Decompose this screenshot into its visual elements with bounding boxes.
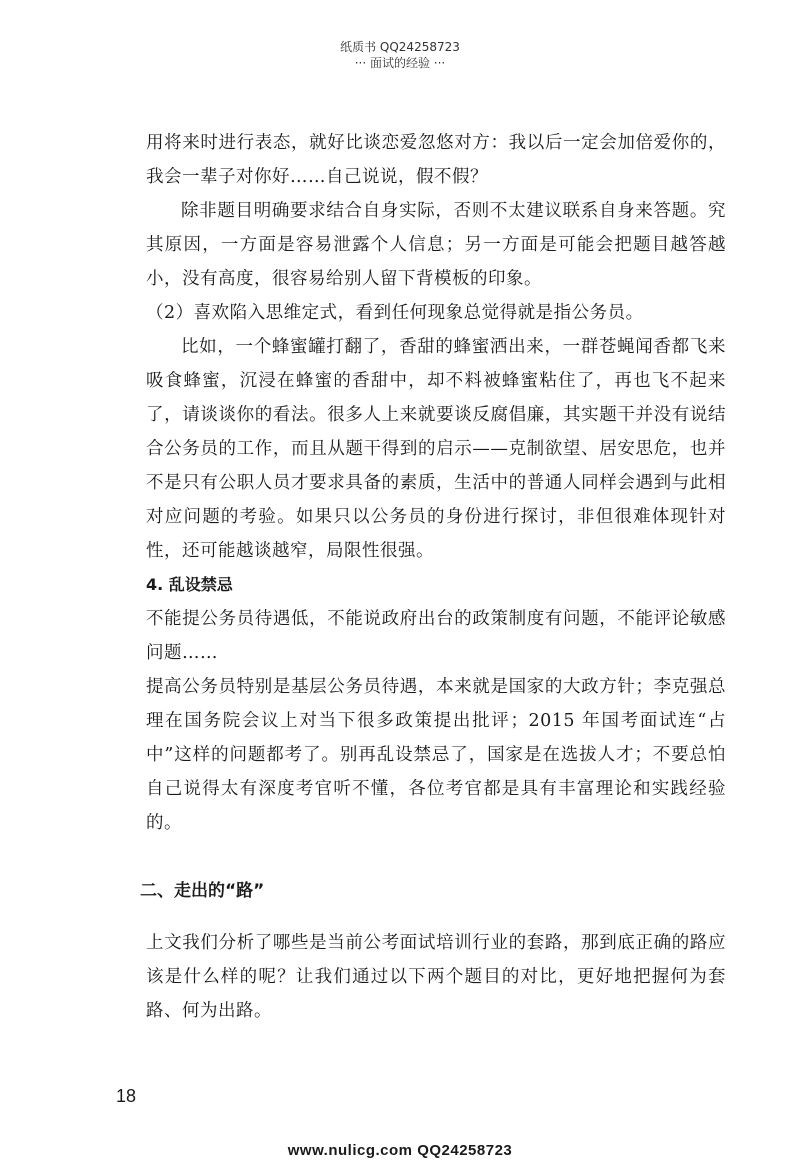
page-number: 18: [116, 1086, 137, 1106]
running-title: ··· 面试的经验 ···: [354, 56, 446, 70]
paragraph-1: 用将来时进行表态，就好比谈恋爱忽悠对方：我以后一定会加倍爱你的，我会一辈子对你好……自己说说，假不假？: [146, 133, 726, 187]
footer-watermark: www.nulicg.com QQ24258723: [287, 1142, 513, 1159]
paragraph-4: 比如，一个蜂蜜罐打翻了，香甜的蜂蜜洒出来，一群苍蝇闻香都飞来吸食蜂蜜，沉浸在蜂蜜的香甜中，却不料被蜂蜜粘住了，再也飞不起来了，请谈谈你的看法。很多人上来就要谈反腐倡廉，其实题干并没有说结合公务员的工作，而且从题干得到的启示——克制欲望、居安思危，也并不是只有公职人员才要求具备的素质，生活中的普通人同样会遇到与此相对应问题的考验。如果只以公务员的身份进行探讨，非但很难体现针对性，还可能越谈越窄，局限性很强。: [146, 337, 726, 561]
paragraph-6: 提高公务员特别是基层公务员待遇，本来就是国家的大政方针；李克强总理在国务院会议上对当下很多政策提出批评；2015 年国考面试连“占中”这样的问题都考了。别再乱设禁忌了，国家是在选拔人才；不要总怕自己说得太有深度考官听不懂，各位考官都是具有丰富理论和实践经验的。: [146, 677, 726, 833]
page-header: [0, 40, 800, 70]
paragraph-7: 上文我们分析了哪些是当前公考面试培训行业的套路，那到底正确的路应该是什么样的呢？让我们通过以下两个题目的对比，更好地把握何为套路、何为出路。: [146, 933, 726, 1021]
page-body: [140, 126, 726, 1028]
header-watermark: 纸质书 QQ24258723: [340, 40, 460, 54]
section-title: 二、走出的“路”: [140, 881, 265, 901]
paragraph-3: （2）喜欢陷入思维定式，看到任何现象总觉得就是指公务员。: [146, 303, 644, 323]
paragraph-2: 除非题目明确要求结合自身实际，否则不太建议联系自身来答题。究其原因，一方面是容易泄露个人信息；另一方面是可能会把题目越答越小，没有高度，很容易给别人留下背模板的印象。: [146, 201, 726, 289]
paragraph-5: 不能提公务员待遇低，不能说政府出台的政策制度有问题，不能评论敏感问题……: [146, 609, 726, 663]
subheading-4: 4. 乱设禁忌: [146, 575, 233, 594]
